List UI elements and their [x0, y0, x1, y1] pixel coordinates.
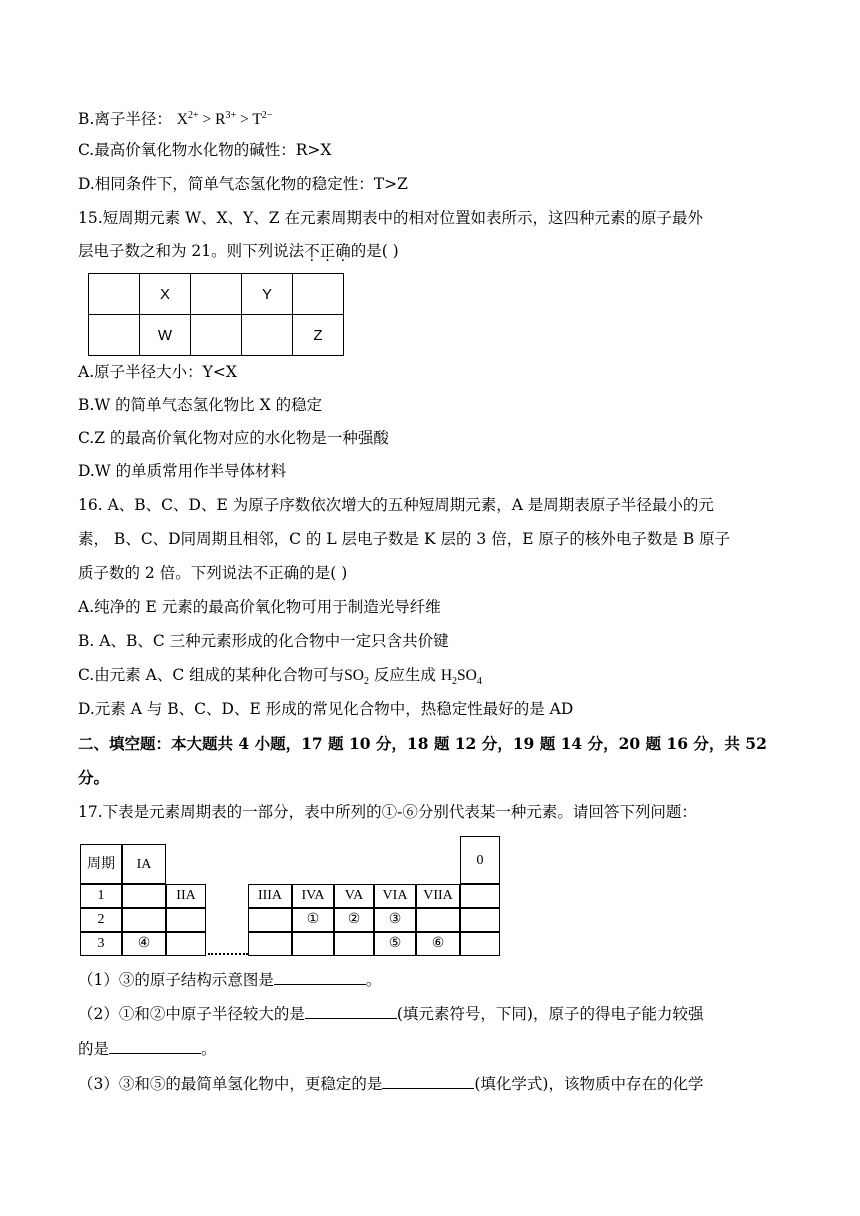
- cell-empty: [248, 908, 292, 932]
- q16-option-a: A.纯净的 E 元素的最高价氧化物可用于制造光导纤维: [78, 598, 441, 616]
- q15-option-a: A.原子半径大小：Y<X: [78, 363, 237, 381]
- section2-heading-line1: 二、填空题：本大题共 4 小题，17 题 10 分，18 题 12 分，19 题 14 分，20 题 16 分，共 52: [78, 734, 767, 753]
- q16-c-text: C.由元素 A、C 组成的某种化合物可与: [78, 666, 345, 684]
- cell-empty: [460, 884, 500, 908]
- gap-dotted-line: [208, 953, 248, 955]
- table-cell: Y: [242, 274, 293, 315]
- q17-part1-end: 。: [365, 971, 382, 989]
- header-via: VIA: [374, 884, 416, 908]
- emphasis-char: 确: [335, 242, 351, 260]
- answer-blank[interactable]: [382, 1074, 474, 1089]
- formula-h2so4: [440, 667, 482, 688]
- q17-part3-text-post: (填化学式)，该物质中存在的化学: [474, 1075, 704, 1093]
- q17-part3: [78, 1074, 703, 1094]
- periodic-table-fragment: [80, 834, 504, 956]
- q17-part2b-text: 的是: [78, 1040, 110, 1058]
- q15-option-d: D.W 的单质常用作半导体材料: [78, 462, 287, 480]
- gt-sign: >: [239, 111, 249, 129]
- table-row: [89, 315, 344, 356]
- header-ia: IA: [122, 844, 166, 884]
- q16-option-d: D.元素 A 与 B、C、D、E 形成的常见化合物中，热稳定性最好的是 AD: [78, 700, 574, 718]
- header-iva: IVA: [292, 884, 334, 908]
- section2-heading-line2: 分。: [78, 768, 110, 787]
- element-1: ①: [292, 908, 334, 932]
- cell-empty: [460, 932, 500, 956]
- q16-stem-line1: 16. A、B、C、D、E 为原子序数依次增大的五种短周期元素，A 是周期表原子半径最小的元: [78, 496, 714, 514]
- q15-option-c: C.Z 的最高价氧化物对应的水化物是一种强酸: [78, 429, 389, 447]
- ion-r: R: [215, 111, 226, 129]
- header-period: 周期: [80, 844, 122, 884]
- table-row: [89, 274, 344, 315]
- q17-stem: 17.下表是元素周期表的一部分，表中所列的①-⑥分别代表某一种元素。请回答下列问题：: [78, 803, 697, 821]
- cell-empty: [122, 884, 166, 908]
- formula-part: SO: [457, 667, 477, 684]
- period-2: 2: [80, 908, 122, 932]
- q16-stem-line3: 质子数的 2 倍。下列说法不正确的是( ): [78, 564, 348, 582]
- header-iiia: IIIA: [248, 884, 292, 908]
- header-viia: VIIA: [416, 884, 460, 908]
- q17-part1: [78, 970, 381, 990]
- q15-position-table: [88, 273, 344, 356]
- cell-empty: [248, 932, 292, 956]
- header-zero: 0: [460, 836, 500, 884]
- formula-subscript: 4: [476, 676, 482, 688]
- q15-stem-pre: 层电子数之和为 21。则下列说法: [78, 242, 305, 260]
- ionic-radius-expression: [177, 111, 273, 128]
- answer-blank[interactable]: [274, 970, 366, 985]
- q17-part2: [78, 1004, 703, 1024]
- q15-option-b: B.W 的简单气态氢化物比 X 的稳定: [78, 396, 323, 414]
- q17-part2b-end: 。: [201, 1040, 217, 1058]
- element-2: ②: [334, 908, 374, 932]
- ion-t: T: [252, 111, 262, 129]
- table-cell: Z: [293, 315, 344, 356]
- header-iia: IIA: [166, 884, 206, 908]
- ion-x-charge: 2+: [187, 110, 199, 121]
- q17-part3-text: （3）③和⑤的最简单氢化物中，更稳定的是: [78, 1075, 383, 1093]
- emphasis-char: 不: [304, 242, 320, 260]
- q15-stem-post: 的是( ): [350, 242, 399, 260]
- table-cell: W: [140, 315, 191, 356]
- q15-stem-line2: [78, 241, 399, 261]
- header-va: VA: [334, 884, 374, 908]
- q17-part2-text: （2）①和②中原子半径较大的是: [78, 1005, 305, 1023]
- q17-part2-text-post: (填元素符号，下同)，原子的得电子能力较强: [396, 1005, 704, 1023]
- cell-empty: [122, 908, 166, 932]
- table-cell: [89, 315, 140, 356]
- option-d-stability: D.相同条件下，简单气态氢化物的稳定性：T>Z: [78, 175, 408, 193]
- cell-empty: [460, 908, 500, 932]
- cell-empty: [334, 932, 374, 956]
- answer-blank[interactable]: [305, 1004, 397, 1019]
- option-b-ionic-radius: [78, 106, 272, 130]
- formula-so2: [344, 667, 369, 688]
- q16-option-b: B. A、B、C 三种元素形成的化合物中一定只含共价键: [78, 632, 449, 650]
- element-5: ⑤: [374, 932, 416, 956]
- q16-stem-line2: 素， B、C、D同周期且相邻，C 的 L 层电子数是 K 层的 3 倍，E 原子的核外电子数是 B 原子: [78, 530, 731, 548]
- period-3: 3: [80, 932, 122, 956]
- formula-part: SO: [344, 667, 364, 684]
- q15-stem-line1: 15.短周期元素 W、X、Y、Z 在元素周期表中的相对位置如表所示，这四种元素的原子最外: [78, 209, 703, 227]
- q16-option-c: [78, 665, 482, 692]
- element-3: ③: [374, 908, 416, 932]
- table-cell: [293, 274, 344, 315]
- table-cell: X: [140, 274, 191, 315]
- cell-empty: [416, 908, 460, 932]
- element-6: ⑥: [416, 932, 460, 956]
- answer-blank[interactable]: [109, 1039, 201, 1054]
- option-b-label: B.离子半径：: [78, 110, 172, 129]
- q17-part1-text: （1）③的原子结构示意图是: [78, 971, 274, 989]
- table-cell: [191, 315, 242, 356]
- q16-c-text: 反应生成: [368, 666, 441, 684]
- period-1: 1: [80, 884, 122, 908]
- formula-part: H: [440, 667, 453, 684]
- ion-t-charge: 2−: [261, 110, 273, 121]
- cell-empty: [166, 932, 206, 956]
- formula-subscript: 2: [363, 676, 369, 688]
- gt-sign: >: [202, 111, 212, 129]
- ion-x: X: [176, 111, 188, 129]
- emphasis-char: 正: [319, 242, 336, 260]
- table-cell: [89, 274, 140, 315]
- table-cell: [191, 274, 242, 315]
- option-c-basicity: C.最高价氧化物水化物的碱性：R>X: [78, 141, 332, 159]
- table-cell: [242, 315, 293, 356]
- cell-empty: [292, 932, 334, 956]
- formula-subscript: 2: [452, 676, 458, 688]
- q17-part2b: [78, 1039, 217, 1059]
- cell-empty: [166, 908, 206, 932]
- element-4: ④: [122, 932, 166, 956]
- ion-r-charge: 3+: [225, 110, 237, 121]
